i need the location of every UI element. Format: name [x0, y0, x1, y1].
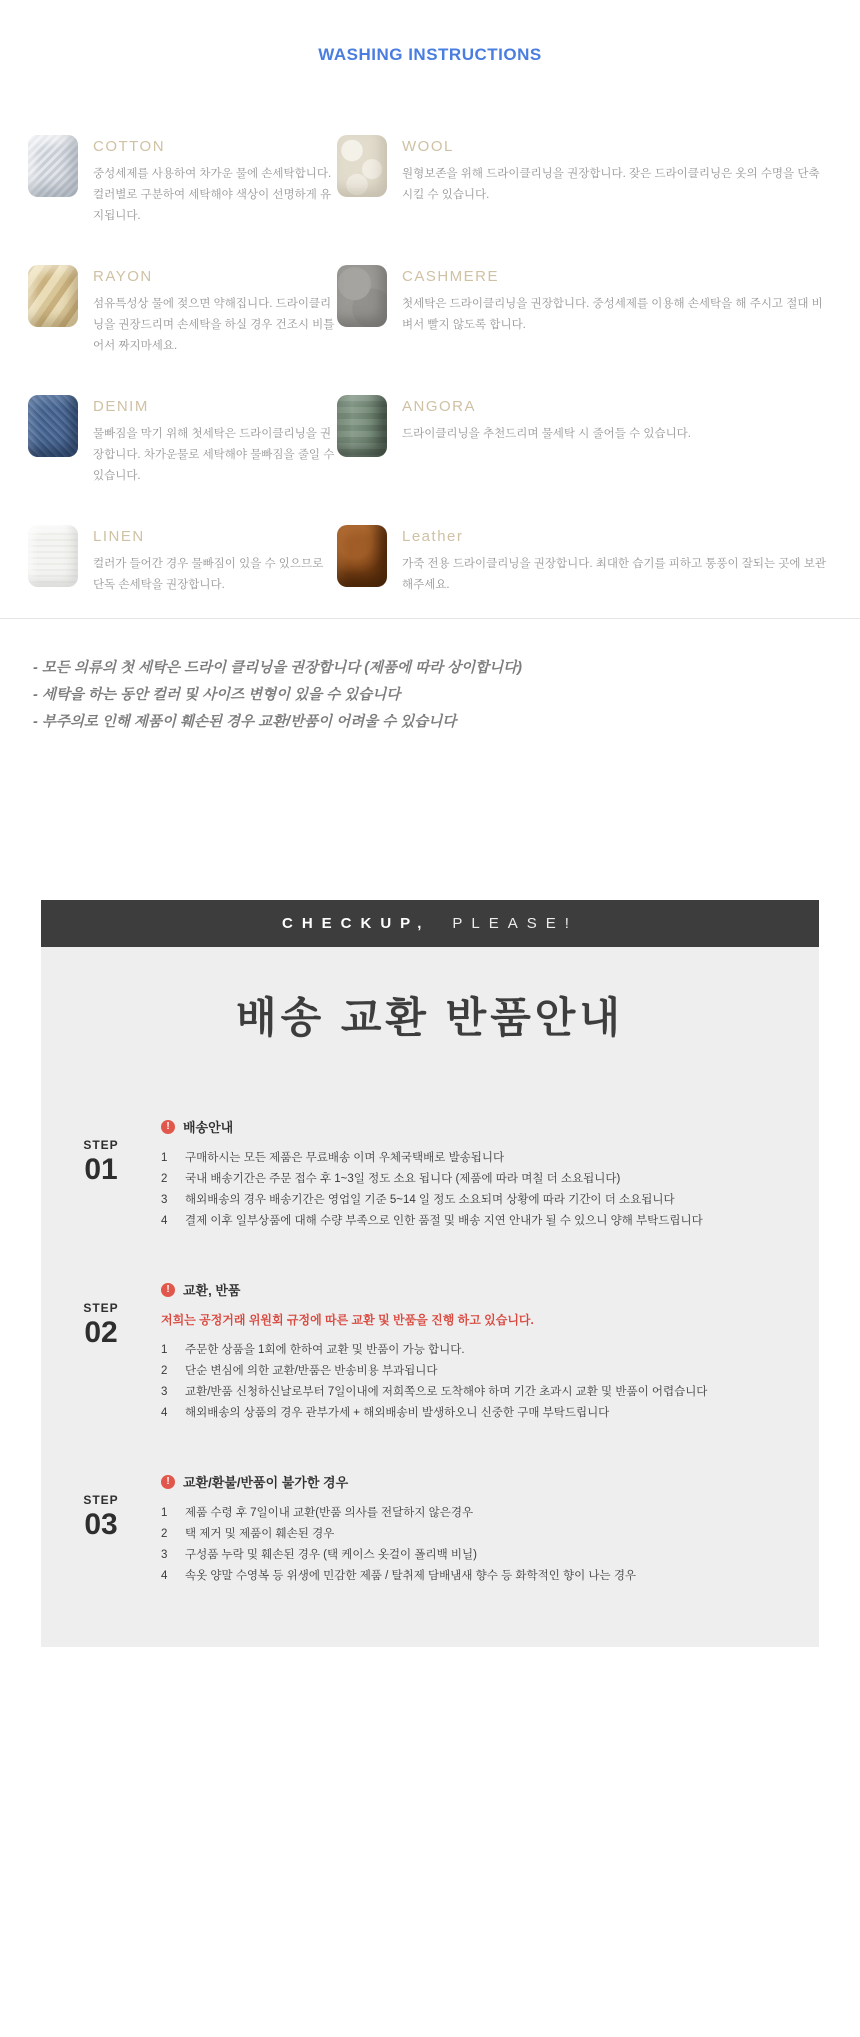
step-section-02	[41, 1280, 819, 1424]
care-note: - 세탁을 하는 동안 컬러 및 사이즈 변형이 있을 수 있습니다	[33, 687, 401, 703]
alert-icon: !	[161, 1283, 175, 1297]
step-number: 01	[84, 1153, 118, 1186]
panel-title: 배송 교환 반품안내	[236, 994, 624, 1041]
item-number: 4	[161, 1215, 168, 1227]
list-item	[161, 1382, 791, 1403]
fabric-description: 첫세탁은 드라이클리닝을 권장합니다. 중성세제를 이용해 손세탁을 해 주시고 절대 비벼서 빨지 않도록 합니다.	[402, 298, 823, 331]
care-note: - 부주의로 인해 제품이 훼손된 경우 교환/반품이 어려울 수 있습니다	[33, 714, 457, 730]
list-item	[161, 1566, 791, 1587]
fabric-description: 섬유특성상 물에 젖으면 약해집니다. 드라이클리닝을 권장드리며 손세탁을 하실 경우 건조시 비틀어서 짜지마세요.	[93, 298, 335, 352]
list-item	[161, 1403, 791, 1424]
step-heading	[161, 1117, 791, 1136]
alert-icon: !	[161, 1120, 175, 1134]
step-label: STEP	[83, 1138, 119, 1152]
banner-text-light: PLEASE!	[452, 915, 578, 932]
cashmere-swatch-image	[337, 265, 387, 327]
step-heading	[161, 1280, 791, 1299]
step-number: 03	[84, 1508, 118, 1541]
list-item	[161, 1148, 791, 1169]
step-number: 02	[84, 1316, 118, 1349]
step-indicator	[41, 1472, 161, 1587]
fabric-card-cashmere	[337, 265, 830, 357]
fabric-card-denim	[28, 395, 337, 487]
alert-icon: !	[161, 1475, 175, 1489]
item-number: 3	[161, 1549, 168, 1561]
fabric-name: ANGORA	[402, 398, 477, 415]
fabric-name: CASHMERE	[402, 268, 500, 285]
angora-swatch-image	[337, 395, 387, 457]
banner-text-bold: CHECKUP,	[282, 915, 431, 932]
denim-swatch-image	[28, 395, 78, 457]
fabric-name: COTTON	[93, 138, 166, 155]
shipping-exchange-panel	[41, 947, 819, 1647]
item-number: 2	[161, 1173, 168, 1185]
fabric-care-grid	[0, 135, 860, 596]
page-title: WASHING INSTRUCTIONS	[318, 45, 542, 64]
item-text: 구성품 누락 및 훼손된 경우 (택 케이스 옷걸이 폴리백 비닐)	[185, 1549, 477, 1561]
fabric-name: LINEN	[93, 528, 145, 545]
rayon-swatch-image	[28, 265, 78, 327]
fabric-description: 중성세제를 사용하여 차가운 물에 손세탁합니다. 컬러별로 구분하여 세탁해야 색상이 선명하게 유지됩니다.	[93, 168, 332, 222]
list-item	[161, 1190, 791, 1211]
step-heading	[161, 1472, 791, 1491]
care-note: - 모든 의류의 첫 세탁은 드라이 클리닝을 권장합니다 (제품에 따라 상이합니다)	[33, 660, 522, 676]
item-number: 1	[161, 1152, 168, 1164]
item-text: 국내 배송기간은 주문 접수 후 1~3일 정도 소요 됩니다 (제품에 따라 며칠 더 소요됩니다)	[185, 1173, 621, 1185]
list-item	[161, 1545, 791, 1566]
item-number: 2	[161, 1365, 168, 1377]
fabric-description: 물빠짐을 막기 위해 첫세탁은 드라이클리닝을 권장합니다. 차가운물로 세탁해야 물빠짐을 줄일 수 있습니다.	[93, 428, 335, 482]
fabric-name: Leather	[402, 528, 464, 545]
step-heading-text: 교환/환불/반품이 불가한 경우	[183, 1475, 349, 1490]
item-text: 해외배송의 경우 배송기간은 영업일 기준 5~14 일 정도 소요되며 상황에 따라 기간이 더 소요됩니다	[185, 1194, 675, 1206]
fabric-card-cotton	[28, 135, 337, 227]
checkup-section	[41, 900, 819, 1647]
fabric-name: RAYON	[93, 268, 153, 285]
linen-swatch-image	[28, 525, 78, 587]
list-item	[161, 1169, 791, 1190]
fabric-card-leather	[337, 525, 830, 596]
item-text: 주문한 상품을 1회에 한하여 교환 및 반품이 가능 합니다.	[185, 1344, 465, 1356]
fabric-card-angora	[337, 395, 830, 487]
care-notes	[33, 655, 860, 736]
item-number: 2	[161, 1528, 168, 1540]
leather-swatch-image	[337, 525, 387, 587]
item-number: 3	[161, 1194, 168, 1206]
step-section-01	[41, 1117, 819, 1232]
fabric-card-linen	[28, 525, 337, 596]
fabric-name: WOOL	[402, 138, 454, 155]
list-item	[161, 1503, 791, 1524]
fabric-description: 드라이클리닝을 추천드리며 물세탁 시 줄어들 수 있습니다.	[402, 428, 691, 440]
item-number: 4	[161, 1570, 168, 1582]
wool-swatch-image	[337, 135, 387, 197]
step-label: STEP	[83, 1301, 119, 1315]
step-heading-text: 교환, 반품	[183, 1283, 241, 1298]
section-divider	[0, 618, 860, 619]
fabric-description: 컬러가 들어간 경우 물빠짐이 있을 수 있으므로 단독 손세탁을 권장합니다.	[93, 558, 324, 591]
fabric-description: 가죽 전용 드라이클리닝을 권장합니다. 최대한 습기를 피하고 통풍이 잘되는 곳에 보관해주세요.	[402, 558, 826, 591]
item-text: 택 제거 및 제품이 훼손된 경우	[185, 1528, 335, 1540]
policy-notice: 저희는 공정거래 위원회 규정에 따른 교환 및 반품을 진행 하고 있습니다.	[161, 1313, 534, 1327]
fabric-description: 원형보존을 위해 드라이클리닝을 권장합니다. 잦은 드라이클리닝은 옷의 수명을 단축시킬 수 있습니다.	[402, 168, 820, 201]
list-item	[161, 1211, 791, 1232]
fabric-card-rayon	[28, 265, 337, 357]
step-label: STEP	[83, 1493, 119, 1507]
item-number: 4	[161, 1407, 168, 1419]
item-number: 3	[161, 1386, 168, 1398]
item-text: 구매하시는 모든 제품은 무료배송 이며 우체국택배로 발송됩니다	[185, 1152, 505, 1164]
cotton-swatch-image	[28, 135, 78, 197]
step-indicator	[41, 1117, 161, 1232]
item-text: 해외배송의 상품의 경우 관부가세 + 해외배송비 발생하오니 신중한 구매 부탁드립니다	[185, 1407, 610, 1419]
item-text: 단순 변심에 의한 교환/반품은 반송비용 부과됩니다	[185, 1365, 438, 1377]
checkup-banner	[41, 900, 819, 947]
item-text: 제품 수령 후 7일이내 교환(반품 의사를 전달하지 않은경우	[185, 1507, 474, 1519]
step-indicator	[41, 1280, 161, 1424]
list-item	[161, 1524, 791, 1545]
fabric-card-wool	[337, 135, 830, 227]
list-item	[161, 1361, 791, 1382]
step-heading-text: 배송안내	[183, 1120, 234, 1135]
item-text: 속옷 양말 수영복 등 위생에 민감한 제품 / 탈취제 담배냄새 향수 등 화학적인 향이 나는 경우	[185, 1570, 637, 1582]
item-number: 1	[161, 1507, 168, 1519]
item-number: 1	[161, 1344, 168, 1356]
fabric-name: DENIM	[93, 398, 149, 415]
item-text: 교환/반품 신청하신날로부터 7일이내에 저희쪽으로 도착해야 하며 기간 초과시 교환 및 반품이 어렵습니다	[185, 1386, 708, 1398]
list-item	[161, 1340, 791, 1361]
item-text: 결제 이후 일부상품에 대해 수량 부족으로 인한 품절 및 배송 지연 안내가 될 수 있으니 양해 부탁드립니다	[185, 1215, 703, 1227]
step-section-03	[41, 1472, 819, 1587]
